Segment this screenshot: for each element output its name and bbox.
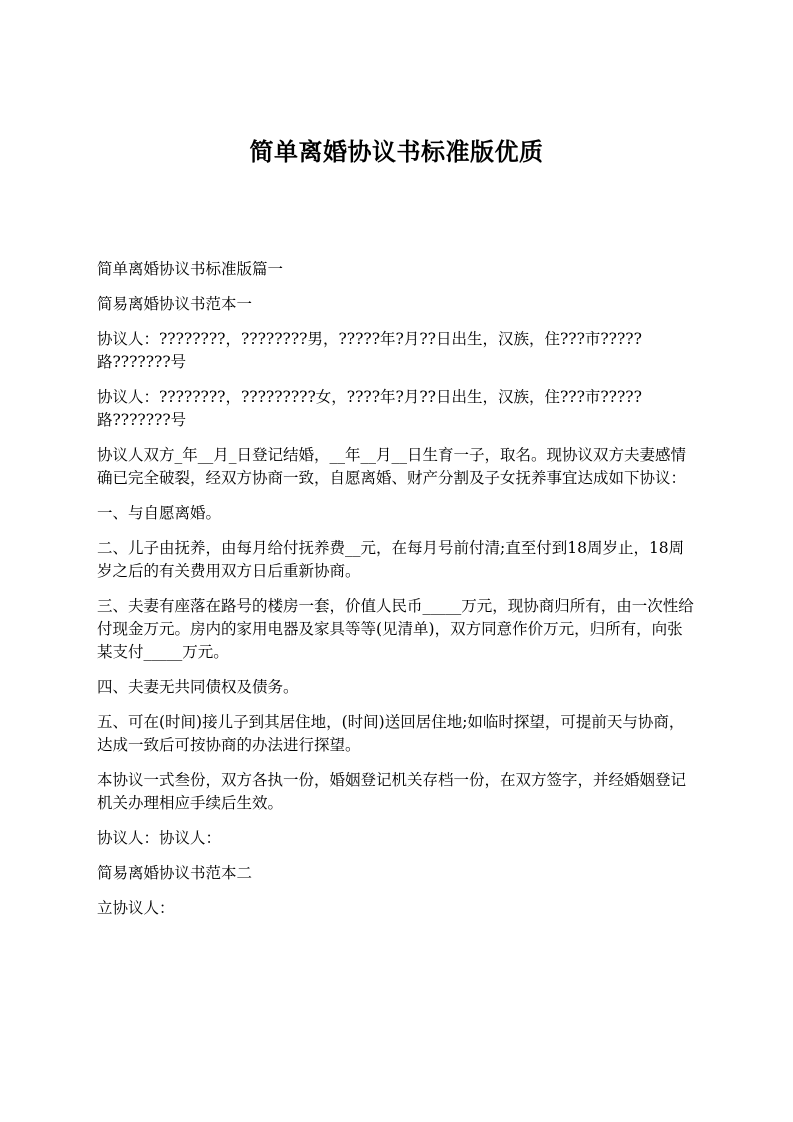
subheading: 简易离婚协议书范本一 — [97, 295, 253, 313]
document-title: 简单离婚协议书标准版优质 — [249, 138, 544, 166]
subheading: 简易离婚协议书范本二 — [97, 864, 253, 882]
paragraph: 协议人双方_年__月_日登记结婚，__年__月__日生育一子，取名。现协议双方夫妻感情确已完全破裂，经双方协商一致，自愿离婚、财产分割及子女抚养事宜达成如下协议： — [97, 446, 687, 487]
section-heading: 简单离婚协议书标准版篇一 — [97, 260, 284, 278]
signature-line: 协议人：协议人： — [97, 829, 222, 847]
paragraph: 本协议一式叁份，双方各执一份，婚姻登记机关存档一份，在双方签字，并经婚姻登记机关办理相应手续后生效。 — [97, 771, 687, 812]
document-body — [97, 258, 697, 932]
paragraph: 二、儿子由抚养，由每月给付抚养费__元，在每月号前付清;直至付到18周岁止，18周岁之后的有关费用双方日后重新协商。 — [97, 539, 685, 580]
paragraph: 协议人：????????，?????????女，????年?月??日出生，汉族，住???市?????路???????号 — [97, 388, 642, 429]
paragraph: 四、夫妻无共同债权及债务。 — [97, 678, 299, 696]
paragraph: 立协议人： — [97, 899, 175, 917]
paragraph: 三、夫妻有座落在路号的楼房一套，价值人民币_____万元，现协商归所有，由一次性给付现金万元。房内的家用电器及家具等等(见清单)，双方同意作价万元，归所有，向张某支付_____万元。 — [97, 597, 694, 661]
paragraph: 五、可在(时间)接儿子到其居住地，(时间)送回居住地;如临时探望，可提前天与协商，达成一致后可按协商的办法进行探望。 — [97, 713, 685, 754]
paragraph: 协议人：????????，????????男，?????年?月??日出生，汉族，住???市?????路???????号 — [97, 330, 642, 371]
paragraph: 一、与自愿离婚。 — [97, 504, 222, 522]
